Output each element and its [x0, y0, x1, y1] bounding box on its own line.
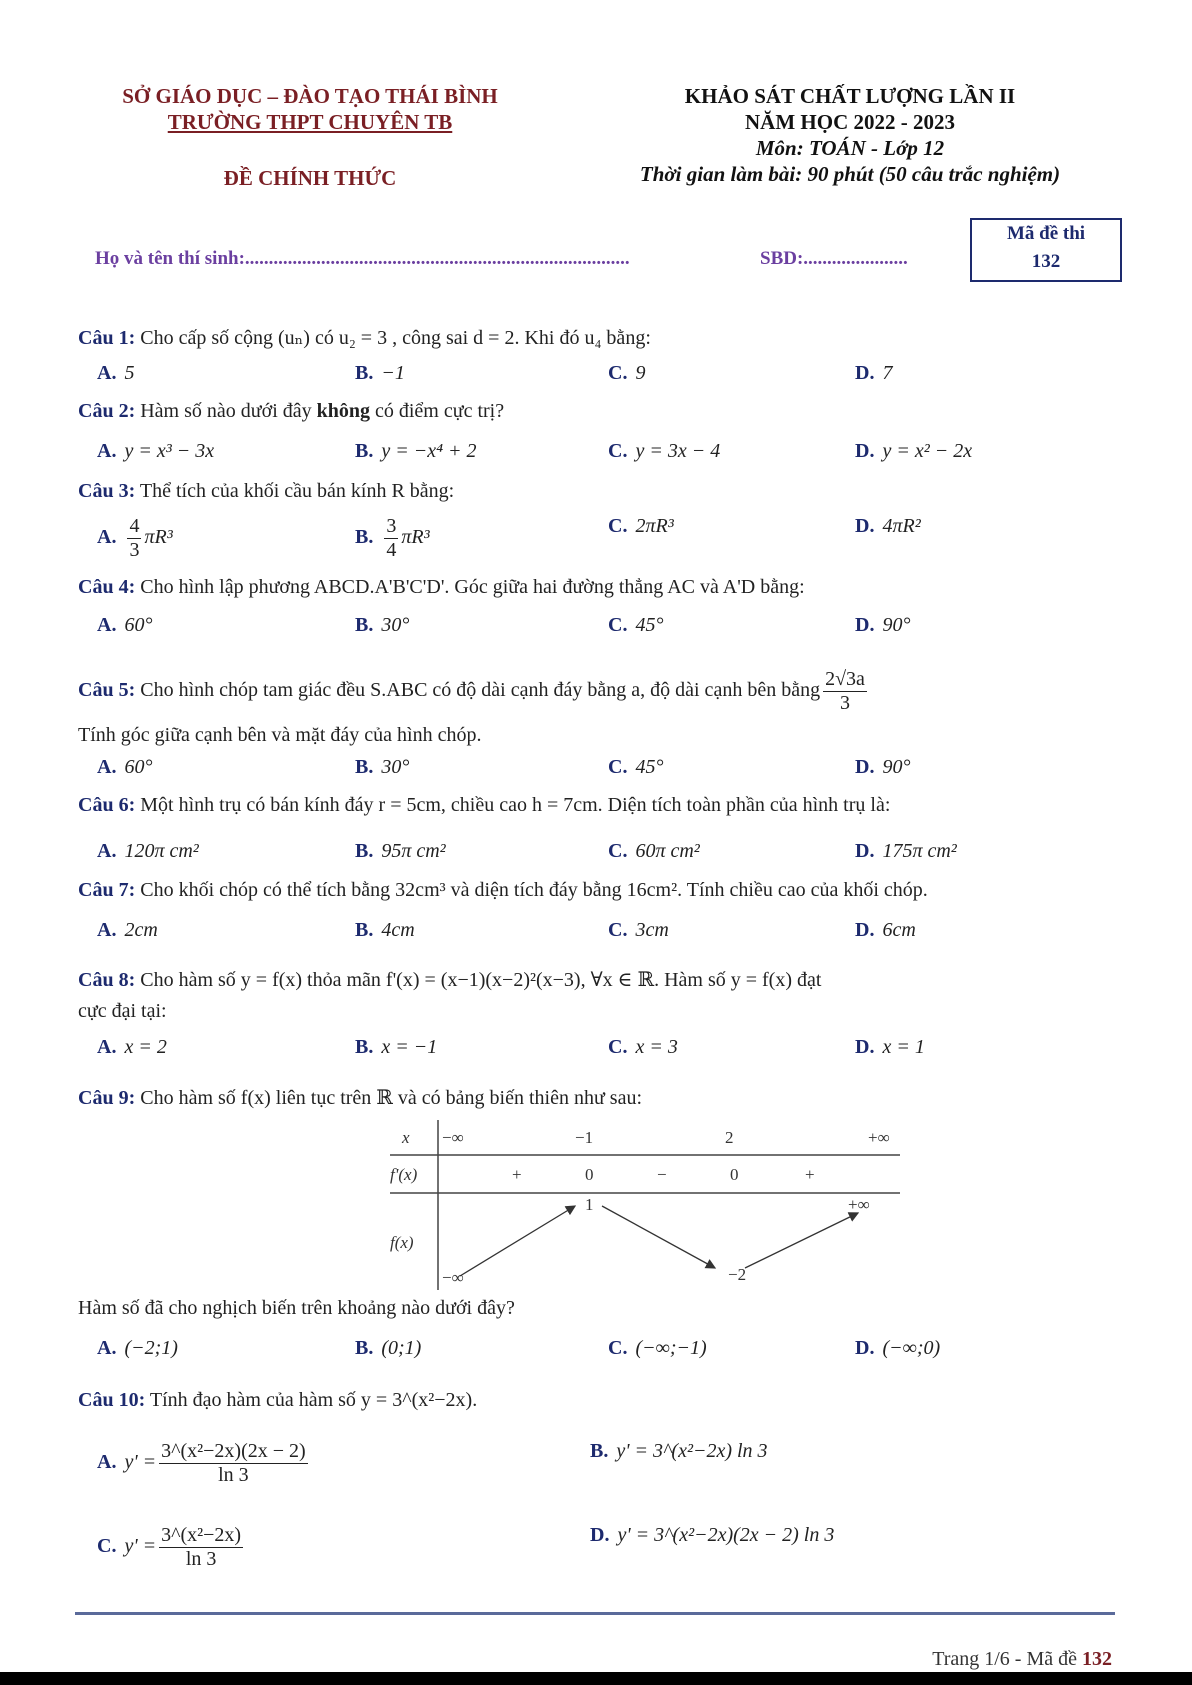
option-letter: C.: [608, 919, 628, 941]
answer-option-b: [355, 1337, 421, 1360]
answer-option-d: [855, 1036, 925, 1059]
answer-option-b: [355, 919, 415, 942]
x-label: x: [402, 1128, 410, 1147]
option-value: 120π cm²: [124, 840, 199, 862]
option-letter: C.: [608, 515, 628, 537]
option-value: y = x² − 2x: [882, 440, 973, 462]
option-letter: D.: [855, 362, 875, 384]
question-continuation: cực đại tại:: [78, 1000, 167, 1022]
answer-option-b: [355, 362, 405, 385]
option-letter: D.: [855, 515, 875, 537]
answer-option-c: [608, 515, 674, 538]
footer-code: 132: [1082, 1648, 1112, 1670]
answer-option-d: [855, 1337, 940, 1360]
option-value: 45°: [635, 614, 664, 636]
answer-option-c: [97, 1524, 246, 1571]
answer-option-a: [97, 756, 152, 779]
question-text: Cho cấp số cộng (uₙ) có u₂ = 3 , công sai d = 2. Khi đó u₄ bằng:: [135, 327, 651, 349]
answer-option-a: [97, 919, 158, 942]
option-value: 60°: [124, 756, 153, 778]
option-value: y = x³ − 3x: [124, 440, 215, 462]
answer-option-a: [97, 1337, 178, 1360]
fp-sign: 0: [730, 1165, 739, 1184]
question-label: Câu 4:: [78, 576, 136, 598]
question-label: Câu 2:: [78, 400, 136, 422]
denominator: 3: [840, 692, 850, 714]
option-letter: A.: [97, 1337, 117, 1359]
option-letter: C.: [608, 840, 628, 862]
option-letter: C.: [608, 1036, 628, 1058]
answer-option-d: [855, 919, 916, 942]
option-letter: D.: [590, 1524, 610, 1546]
school-year: NĂM HỌC 2022 - 2023: [745, 110, 955, 134]
question-10: [78, 1389, 477, 1412]
page-footer: [932, 1648, 1112, 1671]
question-label: Câu 1:: [78, 327, 136, 349]
answer-option-a: [97, 840, 199, 863]
option-value: 9: [635, 362, 646, 384]
option-letter: D.: [855, 1036, 875, 1058]
option-letter: A.: [97, 1451, 117, 1474]
question-continuation: Tính góc giữa cạnh bên và mặt đáy của hình chóp.: [78, 724, 482, 746]
option-letter: B.: [355, 756, 374, 778]
increasing-arrow: [745, 1213, 858, 1268]
answer-option-c: [608, 362, 645, 385]
f-label: f(x): [390, 1233, 414, 1252]
fp-label: f'(x): [390, 1165, 418, 1184]
fraction: [159, 1524, 243, 1571]
answer-option-c: [608, 1337, 707, 1360]
answer-option-a: [97, 440, 214, 463]
bottom-bar: [0, 1672, 1192, 1685]
answer-option-b: [355, 440, 477, 463]
answer-option-d: [855, 840, 957, 863]
numerator: 2√3a: [825, 668, 865, 690]
question-text: Thể tích của khối cầu bán kính R bằng:: [135, 480, 455, 502]
answer-option-a: [97, 614, 152, 637]
option-letter: B.: [355, 440, 374, 462]
option-value: 30°: [381, 614, 410, 636]
fp-sign: +: [805, 1165, 815, 1184]
option-value: 45°: [635, 756, 664, 778]
sbd-field: SBD:......................: [760, 248, 908, 269]
answer-option-c: [608, 440, 720, 463]
question-text: Cho hình lập phương ABCD.A'B'C'D'. Góc giữa hai đường thẳng AC và A'D bằng:: [135, 576, 805, 598]
denominator: ln 3: [218, 1464, 249, 1486]
footer-divider: [75, 1612, 1115, 1615]
school-name: TRƯỜNG THPT CHUYÊN TB: [167, 110, 453, 134]
fp-sign: 0: [585, 1165, 594, 1184]
numerator: 4: [129, 515, 140, 537]
option-value: 95π cm²: [381, 840, 446, 862]
option-value: x = 3: [635, 1036, 678, 1058]
question-label: Câu 7:: [78, 879, 136, 901]
option-value: x = 2: [124, 1036, 167, 1058]
numerator: 3^(x²−2x)(2x − 2): [161, 1440, 306, 1462]
x-value: −∞: [442, 1128, 464, 1147]
answer-option-b: [355, 756, 409, 779]
answer-option-b: [590, 1440, 768, 1463]
question-text: Cho hàm số f(x) liên tục trên ℝ và có bảng biến thiên như sau:: [135, 1087, 643, 1109]
option-value: 90°: [882, 614, 911, 636]
option-letter: C.: [608, 362, 628, 384]
question-emphasis: không: [316, 400, 370, 422]
option-letter: C.: [97, 1535, 117, 1558]
f-value: 1: [585, 1195, 594, 1214]
question-8: [78, 967, 821, 992]
option-letter: A.: [97, 919, 117, 941]
option-letter: B.: [355, 526, 374, 549]
question-text: Cho hình chóp tam giác đều S.ABC có độ dài cạnh đáy bằng a, độ dài cạnh bên bằng: [135, 679, 821, 702]
option-letter: D.: [855, 614, 875, 636]
option-letter: A.: [97, 440, 117, 462]
f-value: −∞: [442, 1268, 464, 1287]
question-1: [78, 325, 651, 350]
answer-option-a: [97, 1440, 311, 1487]
option-value: y = 3x − 4: [635, 440, 721, 462]
subject: Môn: TOÁN - Lớp 12: [755, 136, 945, 160]
question-label: Câu 10:: [78, 1389, 146, 1411]
answer-option-c: [608, 840, 700, 863]
option-letter: B.: [355, 362, 374, 384]
question-text: Hàm số nào dưới đây: [135, 400, 317, 422]
fraction: [127, 515, 141, 562]
option-value: 4cm: [381, 919, 415, 941]
option-value: 2cm: [124, 919, 158, 941]
student-name-field: Họ và tên thí sinh:.................................................................................: [95, 248, 630, 269]
answer-option-c: [608, 614, 663, 637]
option-letter: D.: [855, 840, 875, 862]
answer-option-c: [608, 1036, 678, 1059]
option-letter: C.: [608, 614, 628, 636]
time-limit: Thời gian làm bài: 90 phút (50 câu trắc nghiệm): [639, 162, 1061, 186]
option-letter: B.: [355, 919, 374, 941]
fraction: [384, 515, 398, 562]
answer-option-d: [855, 440, 972, 463]
answer-option-b: [355, 1036, 437, 1059]
question-6: [78, 794, 890, 817]
answer-option-b: [355, 840, 446, 863]
question-text: có điểm cực trị?: [370, 400, 505, 422]
answer-option-d: [590, 1524, 834, 1547]
option-value: 60°: [124, 614, 153, 636]
option-value: −1: [381, 362, 405, 384]
option-value: y = −x⁴ + 2: [381, 440, 477, 462]
option-value: y' = 3^(x²−2x) ln 3: [616, 1440, 768, 1462]
option-letter: A.: [97, 1036, 117, 1058]
department-name: SỞ GIÁO DỤC – ĐÀO TẠO THÁI BÌNH: [122, 84, 498, 108]
answer-option-a: [97, 515, 173, 562]
answer-option-d: [855, 614, 910, 637]
question-text: Cho khối chóp có thể tích bằng 32cm³ và diện tích đáy bằng 16cm². Tính chiều cao của khối chóp.: [135, 879, 928, 901]
question-label: Câu 6:: [78, 794, 136, 816]
option-value: 7: [882, 362, 893, 384]
variation-table: [380, 1118, 910, 1293]
option-value: 4πR²: [882, 515, 921, 537]
x-value: +∞: [868, 1128, 890, 1147]
option-letter: D.: [855, 919, 875, 941]
option-value: (−∞;−1): [635, 1337, 707, 1359]
decreasing-arrow: [602, 1206, 715, 1268]
option-value: 60π cm²: [635, 840, 700, 862]
question-7: [78, 879, 928, 902]
option-letter: A.: [97, 526, 117, 549]
fraction: [159, 1440, 308, 1487]
question-3: [78, 480, 454, 503]
numerator: 3: [386, 515, 397, 537]
answer-option-d: [855, 756, 910, 779]
answer-option-d: [855, 362, 892, 385]
fraction: [823, 668, 867, 715]
f-value: +∞: [848, 1195, 870, 1214]
option-value: 2πR³: [635, 515, 674, 537]
option-prefix: y' =: [124, 1535, 157, 1558]
question-2: [78, 400, 504, 423]
option-letter: B.: [355, 840, 374, 862]
footer-text: Trang 1/6 - Mã đề: [932, 1648, 1082, 1670]
answer-option-c: [608, 756, 663, 779]
question-9: [78, 1085, 642, 1110]
option-value: 90°: [882, 756, 911, 778]
increasing-arrow: [460, 1206, 575, 1276]
option-letter: C.: [608, 756, 628, 778]
option-rest: πR³: [401, 526, 430, 549]
option-value: x = 1: [882, 1036, 925, 1058]
option-letter: B.: [590, 1440, 609, 1462]
option-letter: A.: [97, 756, 117, 778]
f-value: −2: [728, 1265, 747, 1284]
official-exam-label: ĐỀ CHÍNH THỨC: [223, 166, 397, 190]
answer-option-b: [355, 614, 409, 637]
option-value: 30°: [381, 756, 410, 778]
option-rest: πR³: [144, 526, 173, 549]
option-value: (−2;1): [124, 1337, 178, 1359]
option-value: y' = 3^(x²−2x)(2x − 2) ln 3: [617, 1524, 835, 1546]
option-letter: A.: [97, 614, 117, 636]
question-text: Một hình trụ có bán kính đáy r = 5cm, chiều cao h = 7cm. Diện tích toàn phần của hình trụ là:: [135, 794, 891, 816]
fp-sign: +: [512, 1165, 522, 1184]
denominator: 4: [386, 539, 397, 561]
question-5: [78, 668, 870, 715]
option-letter: B.: [355, 1036, 374, 1058]
fp-sign: −: [657, 1165, 667, 1184]
option-value: 3cm: [635, 919, 669, 941]
question-text: Tính đạo hàm của hàm số y = 3^(x²−2x).: [145, 1389, 478, 1411]
question-label: Câu 9:: [78, 1087, 136, 1109]
option-letter: B.: [355, 614, 374, 636]
question-continuation: Hàm số đã cho nghịch biến trên khoảng nào dưới đây?: [78, 1297, 515, 1319]
x-value: 2: [725, 1128, 734, 1147]
question-label: Câu 5:: [78, 679, 136, 702]
option-value: 6cm: [882, 919, 916, 941]
option-value: 175π cm²: [882, 840, 957, 862]
option-letter: B.: [355, 1337, 374, 1359]
answer-option-c: [608, 919, 669, 942]
answer-option-d: [855, 515, 921, 538]
exam-code-box: [970, 218, 1122, 282]
option-value: x = −1: [381, 1036, 438, 1058]
exam-code: 132: [1031, 251, 1061, 272]
option-prefix: y' =: [124, 1451, 157, 1474]
option-letter: D.: [855, 440, 875, 462]
option-letter: C.: [608, 440, 628, 462]
answer-option-a: [97, 362, 134, 385]
exam-code-label: Mã đề thi: [1006, 223, 1086, 244]
option-letter: D.: [855, 1337, 875, 1359]
numerator: 3^(x²−2x): [161, 1524, 242, 1546]
exam-title: KHẢO SÁT CHẤT LƯỢNG LẦN II: [684, 84, 1016, 108]
question-label: Câu 8:: [78, 969, 136, 991]
x-value: −1: [575, 1128, 594, 1147]
question-4: [78, 576, 805, 599]
option-value: (−∞;0): [882, 1337, 941, 1359]
option-letter: A.: [97, 362, 117, 384]
denominator: 3: [129, 539, 140, 561]
option-letter: A.: [97, 840, 117, 862]
option-value: 5: [124, 362, 135, 384]
denominator: ln 3: [185, 1548, 217, 1570]
option-letter: C.: [608, 1337, 628, 1359]
answer-option-b: [355, 515, 430, 562]
question-label: Câu 3:: [78, 480, 136, 502]
option-letter: D.: [855, 756, 875, 778]
answer-option-a: [97, 1036, 167, 1059]
option-value: (0;1): [381, 1337, 422, 1359]
question-text: Cho hàm số y = f(x) thỏa mãn f'(x) = (x−1)(x−2)²(x−3), ∀x ∈ ℝ. Hàm số y = f(x) đạt: [135, 969, 822, 991]
